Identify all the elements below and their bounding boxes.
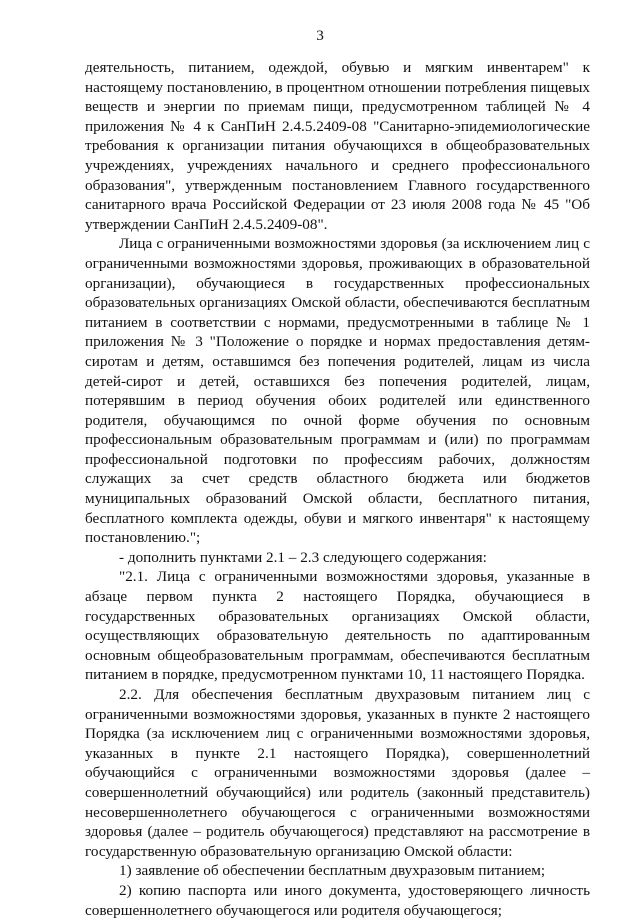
paragraph-item-2-1: "2.1. Лица с ограниченными возможностями здоровья, указанные в абзаце первом пункта 2 настоящего Порядка, обучающиеся в государственных образовательных организациях Омской области, осуществляющих образовательную деятельность по адаптированным основным общеобразовательным программам, обеспечиваются бесплатным питанием в порядке, предусмотренном пунктами 10, 11 настоящего Порядка.: [85, 568, 590, 684]
document-body: [85, 58, 590, 920]
list-item-application: 1) заявление об обеспечении бесплатным двухразовым питанием;: [119, 862, 546, 880]
list-item-passport-copy: 2) копию паспорта или иного документа, удостоверяющего личность совершеннолетнего обучающегося или родителя обучающегося;: [85, 881, 590, 919]
paragraph-amendment-intro: - дополнить пунктами 2.1 – 2.3 следующего содержания:: [119, 548, 487, 566]
paragraph-continuation: деятельность, питанием, одеждой, обувью и мягким инвентарем" к настоящему постановлению, в процентном отношении потребления пищевых веществ и энергии по приемам пищи, предусмотренном таблицей № 4 приложения № 4 к СанПиН 2.4.5.2409-08 "Санитарно-эпидемиологические требования к организации питания обучающихся в общеобразовательных учреждениях, учреждениях начального и среднего профессионального образования", утвержденным постановлением Главного государственного санитарного врача Российской Федерации от 23 июля 2008 года № 45 "Об утверждении СанПиН 2.4.5.2409-08".: [85, 59, 590, 233]
page-number: 3: [316, 27, 324, 44]
paragraph-item-2-2: 2.2. Для обеспечения бесплатным двухразовым питанием лиц с ограниченными возможностями здоровья, указанных в пункте 2 настоящего Порядка (за исключением лиц с ограниченными возможностями здоровья, указанных в пункте 2.1 настоящего Порядка), совершеннолетний обучающийся с ограниченными возможностями здоровья (далее – совершеннолетний обучающийся) или родитель (законный представитель) несовершеннолетнего обучающегося с ограниченными возможностями здоровья (далее – родитель обучающегося) представляют на рассмотрение в государственную образовательную организацию Омской области:: [85, 686, 590, 860]
paragraph-limited-health-persons: Лица с ограниченными возможностями здоровья (за исключением лиц с ограниченными возможностями здоровья, проживающих в образовательной организации), обучающиеся в государственных профессиональных образовательных организациях Омской области, обеспечиваются бесплатным питанием в соответствии с нормами, предусмотренными в таблице № 1 приложения № 3 "Положение о порядке и нормах предоставления детям-сиротам и детям, оставшимся без попечения родителей, лицам из числа детей-сирот и детей, оставшихся без попечения родителей, лицам, потерявшим в период обучения обоих родителей или единственного родителя, обучающимся по очной форме обучения по основным профессиональным образовательным программам и (или) по программам профессиональной подготовки по профессиям рабочих, должностям служащих за счет средств областного бюджета или бюджетов муниципальных образований Омской области, бесплатного питания, бесплатного комплекта одежды, обуви и мягкого инвентаря" к настоящему постановлению.";: [85, 235, 590, 547]
